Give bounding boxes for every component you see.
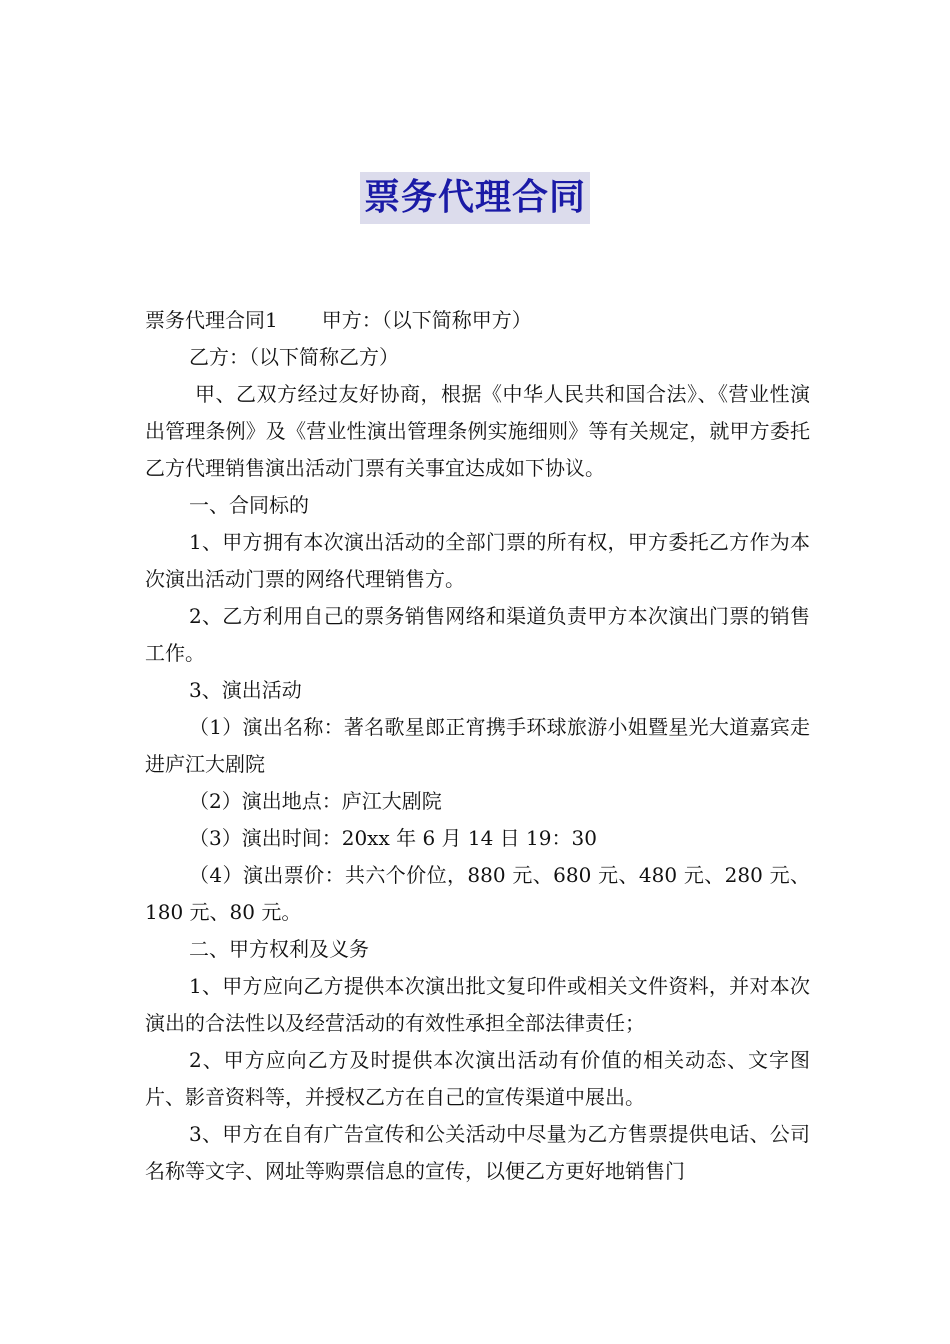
party-a-label: 甲方：（以下简称甲方） bbox=[321, 308, 532, 332]
paragraph-party-b: 乙方：（以下简称乙方） bbox=[189, 345, 399, 369]
contract-label: 票务代理合同1 bbox=[145, 308, 278, 332]
paragraph-clause: 1、甲方应向乙方提供本次演出批文复印件或相关文件资料，并对本次演出的合法性以及经营活动的有效性承担全部法律责任； bbox=[145, 974, 810, 1035]
paragraph-clause: 3、演出活动 bbox=[189, 678, 302, 702]
paragraph-clause: 2、乙方利用自己的票务销售网络和渠道负责甲方本次演出门票的销售工作。 bbox=[145, 604, 810, 665]
paragraph-event-name: （1）演出名称：著名歌星郎正宵携手环球旅游小姐暨星光大道嘉宾走进庐江大剧院 bbox=[145, 715, 810, 776]
paragraph-event-time: （3）演出时间：20xx 年 6 月 14 日 19：30 bbox=[189, 826, 597, 850]
paragraph-header-line bbox=[145, 302, 810, 339]
section-heading-1: 一、合同标的 bbox=[189, 493, 309, 517]
paragraph-event-price: （4）演出票价：共六个价位，880 元、680 元、480 元、280 元、180 元、80 元。 bbox=[145, 863, 810, 924]
paragraph-event-venue: （2）演出地点：庐江大剧院 bbox=[189, 789, 442, 813]
document-title: 票务代理合同 bbox=[360, 172, 590, 224]
paragraph-clause: 3、甲方在自有广告宣传和公关活动中尽量为乙方售票提供电话、公司名称等文字、网址等购票信息的宣传，以便乙方更好地销售门 bbox=[145, 1122, 810, 1183]
section-heading-2: 二、甲方权利及义务 bbox=[189, 937, 369, 961]
paragraph-preamble: 甲、乙双方经过友好协商，根据《中华人民共和国合法》、《营业性演出管理条例》及《营业性演出管理条例实施细则》等有关规定，就甲方委托乙方代理销售演出活动门票有关事宜达成如下协议。 bbox=[145, 382, 810, 480]
paragraph-clause: 1、甲方拥有本次演出活动的全部门票的所有权，甲方委托乙方作为本次演出活动门票的网络代理销售方。 bbox=[145, 530, 810, 591]
paragraph-clause: 2、甲方应向乙方及时提供本次演出活动有价值的相关动态、文字图片、影音资料等，并授权乙方在自己的宣传渠道中展出。 bbox=[145, 1048, 810, 1109]
document-body bbox=[145, 302, 810, 1190]
title-container bbox=[0, 172, 950, 224]
